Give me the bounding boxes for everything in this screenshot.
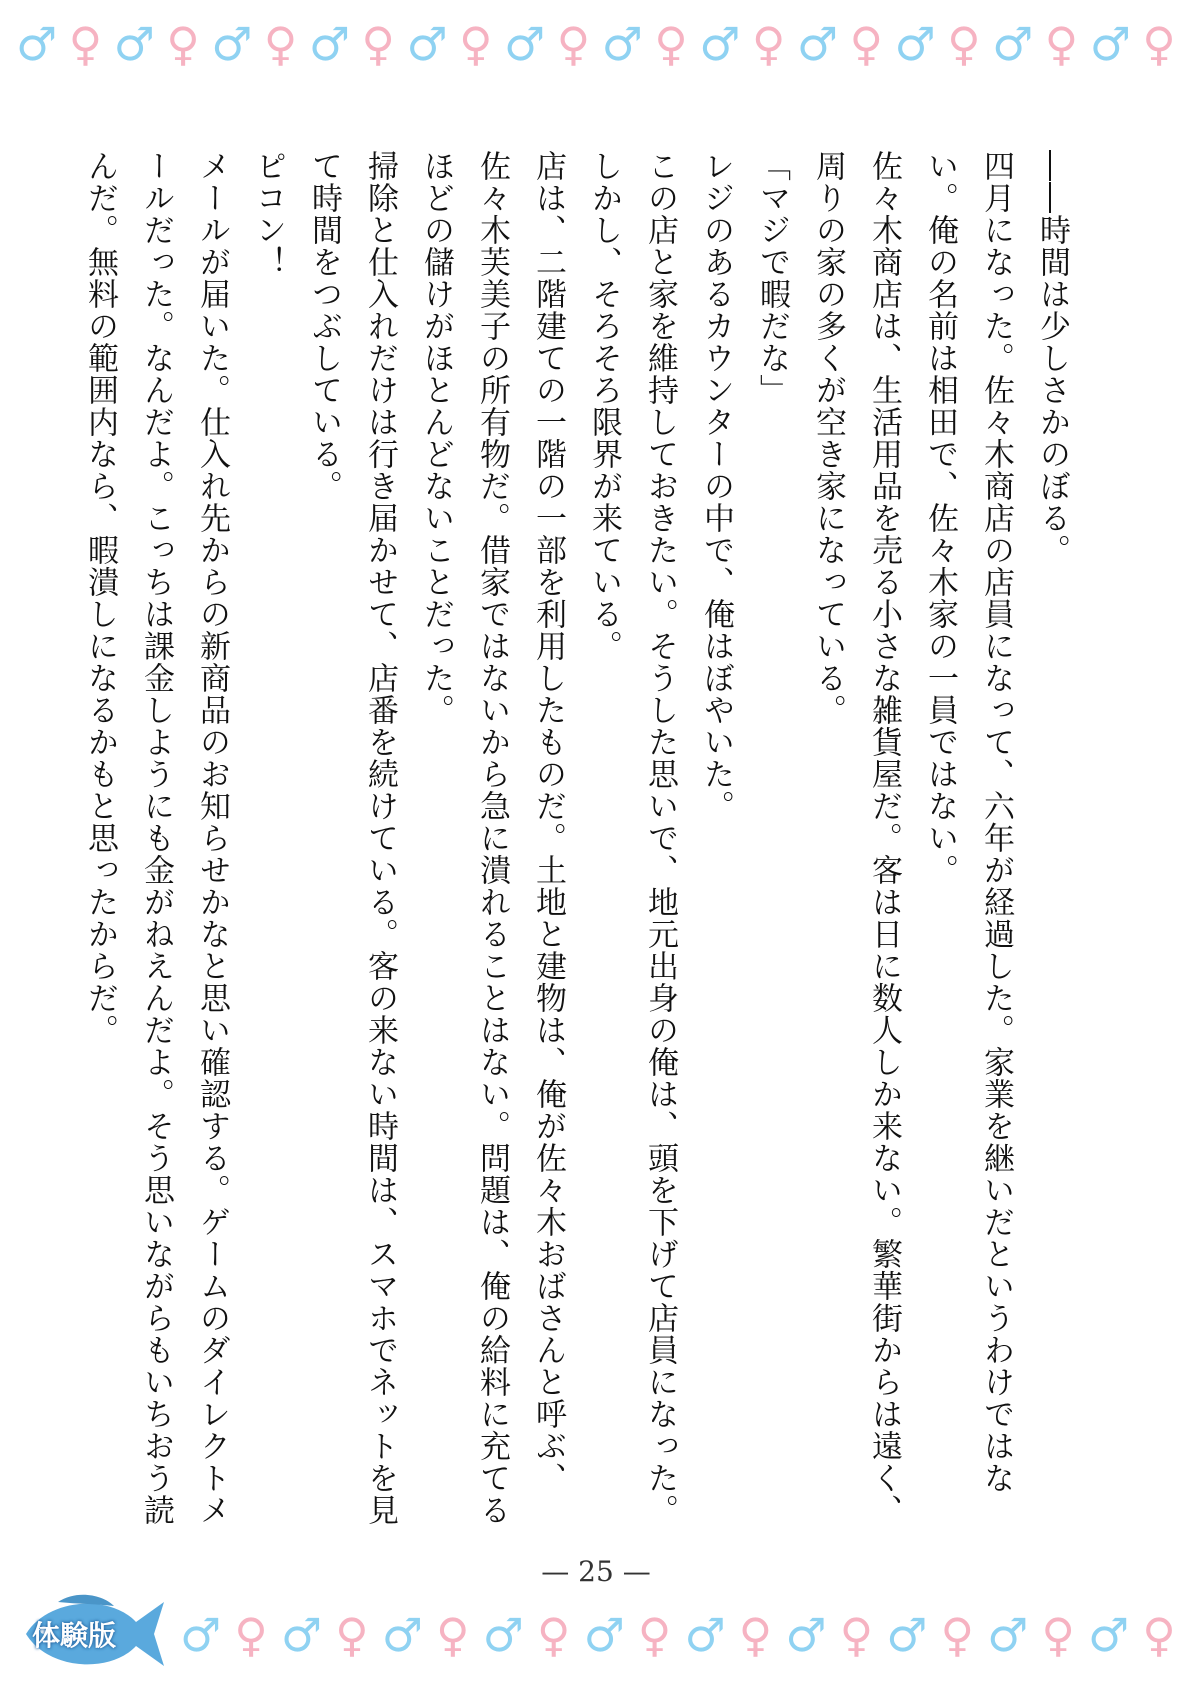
paragraph: ピコン！	[250, 150, 286, 278]
male-symbol-icon: ♂	[583, 1608, 625, 1662]
top-decorative-border	[0, 14, 1192, 74]
male-symbol-icon: ♂	[1088, 1608, 1130, 1662]
female-symbol-icon: ♀	[263, 17, 298, 71]
novel-text-vertical	[82, 150, 1080, 1530]
female-symbol-icon: ♀	[335, 1608, 369, 1662]
female-symbol-icon: ♀	[738, 1608, 773, 1662]
paragraph: この店と家を維持しておきたい。そうした思いで、地元出身の俺は、頭を下げて店員になった。しかし、そろそろ限界が来ている。	[586, 150, 678, 1526]
male-symbol-icon: ♂	[1089, 17, 1131, 71]
badge-label: 体験版	[32, 1619, 117, 1652]
male-symbol-icon: ♂	[796, 17, 839, 71]
paragraph: 佐々木商店は、生活用品を売る小さな雑貨屋だ。客は日に数人しか来ない。繁華街からは遠く、周りの家の多くが空き家になっている。	[810, 150, 902, 1526]
female-symbol-icon: ♀	[1142, 17, 1176, 71]
female-symbol-icon: ♀	[839, 1608, 874, 1662]
male-symbol-icon: ♂	[113, 17, 155, 71]
paragraph: 掃除と仕入れだけは行き届かせて、店番を続けている。客の来ない時間は、スマホでネットを見て時間をつぶしている。	[306, 150, 398, 1526]
female-symbol-icon: ♀	[1041, 1608, 1076, 1662]
male-symbol-icon: ♂	[280, 1608, 323, 1662]
male-symbol-icon: ♂	[211, 17, 253, 71]
male-symbol-icon: ♂	[699, 17, 741, 71]
trial-version-badge	[18, 1592, 168, 1676]
male-symbol-icon: ♂	[16, 17, 58, 71]
bottom-decorative-border	[0, 1605, 1192, 1665]
male-symbol-icon: ♂	[894, 17, 936, 71]
female-symbol-icon: ♀	[637, 1608, 672, 1662]
paragraph: 店は、二階建ての一階の一部を利用したものだ。土地と建物は、俺が佐々木おばさんと呼ぶ、佐々木芙美子の所有物だ。借家ではないから急に潰れることはない。問題は、俺の給料に充てるほどの儲けがほとんどないことだった。	[418, 150, 566, 1526]
paragraph: 四月になった。佐々木商店の店員になって、六年が経過した。家業を継いだというわけではない。俺の名前は相田で、佐々木家の一員ではない。	[922, 150, 1014, 1494]
paragraph: ――時間は少しさかのぼる。	[1034, 150, 1070, 566]
male-symbol-icon: ♂	[987, 1608, 1029, 1662]
female-symbol-icon: ♀	[234, 1608, 268, 1662]
female-symbol-icon: ♀	[940, 1608, 975, 1662]
female-symbol-icon: ♀	[1044, 17, 1079, 71]
female-symbol-icon: ♀	[654, 17, 688, 71]
page-number: — 25 —	[541, 1555, 651, 1588]
male-symbol-icon: ♂	[992, 17, 1034, 71]
male-symbol-icon: ♂	[684, 1608, 726, 1662]
male-symbol-icon: ♂	[180, 1608, 222, 1662]
female-symbol-icon: ♀	[556, 17, 591, 71]
male-symbol-icon: ♂	[601, 17, 643, 71]
female-symbol-icon: ♀	[459, 17, 493, 71]
female-symbol-icon: ♀	[361, 17, 396, 71]
paragraph: メールが届いた。仕入れ先からの新商品のお知らせかなと思い確認する。ゲームのダイレクトメールだった。なんだよ。こっちは課金しようにも金がねえんだよ。そう思いながらもいちおう読んだ。無料の範囲内なら、暇潰しになるかもと思ったからだ。	[82, 150, 230, 1526]
female-symbol-icon: ♀	[1142, 1608, 1176, 1662]
paragraph: 「マジで暇だな」	[754, 150, 790, 406]
female-symbol-icon: ♀	[849, 17, 884, 71]
female-symbol-icon: ♀	[436, 1608, 470, 1662]
female-symbol-icon: ♀	[536, 1608, 571, 1662]
male-symbol-icon: ♂	[482, 1608, 524, 1662]
female-symbol-icon: ♀	[68, 17, 103, 71]
male-symbol-icon: ♂	[406, 17, 448, 71]
female-symbol-icon: ♀	[751, 17, 786, 71]
male-symbol-icon: ♂	[504, 17, 546, 71]
male-symbol-icon: ♂	[308, 17, 351, 71]
male-symbol-icon: ♂	[381, 1608, 424, 1662]
female-symbol-icon: ♀	[947, 17, 981, 71]
female-symbol-icon: ♀	[166, 17, 200, 71]
paragraph: レジのあるカウンターの中で、俺はぼやいた。	[698, 150, 734, 822]
male-symbol-icon: ♂	[886, 1608, 928, 1662]
male-symbol-icon: ♂	[785, 1608, 827, 1662]
